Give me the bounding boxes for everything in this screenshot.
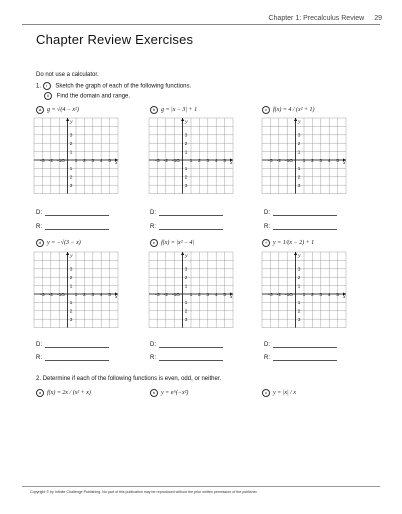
x-tick-label: 4 (214, 292, 218, 299)
range-label: R: (150, 355, 156, 361)
y-tick-label: 2 (69, 274, 73, 281)
y-tick-label: 1 (184, 166, 188, 173)
x-tick-label: 2 (311, 158, 314, 165)
y-tick-label: 2 (69, 140, 73, 147)
range-answer (264, 354, 337, 361)
part-marker: ii (44, 92, 52, 100)
x-tick-label: 2 (311, 292, 314, 299)
answer-line[interactable] (273, 223, 337, 230)
item-marker: b (150, 106, 158, 114)
graph-grid[interactable] (260, 250, 348, 330)
part-marker: i (43, 82, 51, 90)
x-tick-label: O (61, 158, 66, 165)
x-tick-label: 2 (83, 292, 86, 299)
y-axis-label: y (185, 252, 188, 259)
x-axis-label: x (229, 293, 233, 300)
y-tick-label: 1 (297, 166, 301, 173)
graph-grid[interactable] (32, 250, 120, 330)
exercise-1e (150, 239, 194, 247)
x-tick-label: 4 (99, 158, 103, 165)
y-tick-label: 2 (297, 308, 301, 315)
y-tick-label: 3 (297, 132, 301, 139)
y-axis-arrow-icon (294, 118, 297, 121)
x-tick-label: 3 (319, 292, 323, 299)
x-tick-label: 5 (336, 292, 339, 299)
domain-answer (264, 209, 337, 216)
x-axis-label: x (114, 293, 118, 300)
exercise-1a (36, 106, 79, 114)
function-expression: g = √(4 − x²) (47, 107, 79, 113)
y-tick-label: 1 (69, 283, 73, 290)
exercise-2a (36, 389, 91, 397)
answer-line[interactable] (159, 209, 223, 216)
x-tick-label: 4 (214, 158, 218, 165)
y-tick-label: 2 (184, 274, 188, 281)
x-tick-label: -2 (276, 158, 282, 165)
x-axis-label: x (114, 159, 118, 166)
range-label: R: (264, 355, 270, 361)
x-tick-label: 4 (99, 292, 103, 299)
y-tick-label: 2 (297, 140, 301, 147)
y-tick-label: 2 (184, 308, 188, 315)
y-axis-arrow-icon (66, 252, 69, 255)
answer-line[interactable] (273, 341, 337, 348)
graph-grid[interactable] (147, 250, 235, 330)
range-label: R: (264, 224, 270, 230)
question-1-part-i: Sketch the graph of each of the following functions. (55, 83, 192, 90)
x-tick-label: 5 (108, 158, 111, 165)
answer-line[interactable] (45, 341, 109, 348)
exercise-1c (262, 106, 315, 114)
x-tick-label: 3 (91, 158, 95, 165)
header-rule (22, 24, 380, 25)
question-2 (36, 376, 221, 382)
x-tick-label: 2 (83, 158, 86, 165)
range-answer (36, 223, 109, 230)
x-tick-label: -2 (48, 292, 54, 299)
range-label: R: (36, 355, 42, 361)
footer-rule (22, 486, 380, 487)
x-tick-label: O (176, 158, 181, 165)
x-tick-label: -1 (284, 292, 290, 299)
x-tick-label: 3 (91, 292, 95, 299)
y-tick-label: 1 (184, 300, 188, 307)
x-tick-label: 3 (206, 292, 210, 299)
x-tick-label: 3 (319, 158, 323, 165)
x-tick-label: -3 (268, 292, 273, 299)
x-tick-label: -1 (171, 158, 177, 165)
function-expression: y = e^(−x²) (161, 390, 189, 396)
x-tick-label: 3 (206, 158, 210, 165)
x-tick-label: -2 (163, 158, 169, 165)
item-marker: c (262, 389, 270, 397)
answer-line[interactable] (273, 209, 337, 216)
y-tick-label: 3 (69, 266, 73, 273)
running-header (268, 15, 382, 22)
item-marker: a (36, 389, 44, 397)
domain-answer (150, 209, 223, 216)
item-marker: b (150, 389, 158, 397)
function-expression: y = |x| / x (273, 390, 297, 396)
domain-label: D: (36, 210, 42, 216)
graph-grid[interactable] (32, 116, 120, 196)
y-tick-label: 1 (297, 149, 301, 156)
y-tick-label: 1 (69, 300, 73, 307)
y-tick-label: 1 (184, 283, 188, 290)
graph-grid[interactable] (260, 116, 348, 196)
question-number: 2. (36, 376, 42, 382)
x-tick-label: -1 (56, 158, 62, 165)
range-answer (36, 354, 109, 361)
y-tick-label: 3 (297, 182, 301, 189)
function-expression: y = 1/(x − 2) + 1 (273, 240, 315, 246)
function-expression: f(x) = 2x / (x² + x) (47, 390, 91, 396)
y-tick-label: 2 (297, 174, 301, 181)
x-tick-label: 1 (74, 158, 78, 165)
x-tick-label: -3 (40, 158, 45, 165)
x-tick-label: -3 (268, 158, 273, 165)
answer-line[interactable] (159, 341, 223, 348)
item-marker: c (262, 106, 270, 114)
x-tick-label: 1 (302, 158, 306, 165)
range-answer (264, 223, 337, 230)
y-axis-arrow-icon (294, 252, 297, 255)
x-tick-label: 4 (327, 158, 331, 165)
x-axis-label: x (342, 159, 346, 166)
y-tick-label: 3 (184, 132, 188, 139)
domain-answer (36, 341, 109, 348)
domain-answer (36, 209, 109, 216)
y-axis-arrow-icon (181, 118, 184, 121)
item-marker: d (36, 239, 44, 247)
x-tick-label: 5 (336, 158, 339, 165)
x-tick-label: O (289, 292, 294, 299)
function-expression: f(x) = |x² − 4| (161, 240, 195, 246)
instruction-text: Do not use a calculator. (36, 72, 99, 78)
range-answer (150, 223, 223, 230)
x-tick-label: 1 (189, 292, 193, 299)
domain-label: D: (36, 342, 42, 348)
y-tick-label: 3 (184, 182, 188, 189)
answer-line[interactable] (273, 354, 337, 361)
exercise-2c (262, 389, 296, 397)
graph-grid[interactable] (147, 116, 235, 196)
question-1-line-1 (36, 82, 191, 90)
chapter-title: Chapter 1: Precalculus Review (268, 15, 365, 22)
x-tick-label: -1 (171, 292, 177, 299)
y-axis-label: y (298, 118, 301, 125)
exercise-1f (262, 239, 314, 247)
answer-line[interactable] (45, 209, 109, 216)
answer-line[interactable] (45, 354, 109, 361)
y-axis-arrow-icon (66, 118, 69, 121)
y-tick-label: 1 (69, 149, 73, 156)
question-2-text: Determine if each of the following functions is even, odd, or neither. (42, 376, 222, 382)
y-tick-label: 3 (184, 266, 188, 273)
page-number: 29 (374, 15, 382, 22)
x-tick-label: 2 (198, 292, 201, 299)
x-tick-label: -3 (155, 158, 160, 165)
answer-line[interactable] (45, 223, 109, 230)
y-tick-label: 2 (184, 174, 188, 181)
copyright-footer: Copyright © by Infinite Challenge Publishing. No part of this publication may be reproduced without the prior written permission of the publisher. (30, 490, 258, 494)
function-expression: g = |x − 3| + 1 (161, 107, 198, 113)
y-tick-label: 3 (69, 132, 73, 139)
page-title: Chapter Review Exercises (36, 32, 194, 47)
y-axis-label: y (70, 118, 73, 125)
x-tick-label: 1 (74, 292, 78, 299)
answer-line[interactable] (159, 354, 223, 361)
y-tick-label: 2 (297, 274, 301, 281)
y-tick-label: 3 (297, 316, 301, 323)
y-tick-label: 3 (69, 316, 73, 323)
x-axis-label: x (342, 293, 346, 300)
y-tick-label: 3 (297, 266, 301, 273)
x-tick-label: -2 (276, 292, 282, 299)
y-tick-label: 2 (69, 308, 73, 315)
question-1-part-ii: Find the domain and range. (56, 93, 131, 100)
domain-answer (150, 341, 223, 348)
y-tick-label: 1 (297, 300, 301, 307)
question-1-line-2 (44, 92, 130, 100)
x-tick-label: 4 (327, 292, 331, 299)
function-expression: y = −√(3 − x) (47, 240, 81, 246)
y-tick-label: 3 (69, 182, 73, 189)
x-tick-label: 1 (302, 292, 306, 299)
x-tick-label: -3 (40, 292, 45, 299)
function-expression: f(x) = 4 / (x² + 1) (273, 107, 315, 113)
domain-answer (264, 341, 337, 348)
y-axis-arrow-icon (181, 252, 184, 255)
x-axis-label: x (229, 159, 233, 166)
range-label: R: (36, 224, 42, 230)
x-tick-label: -1 (284, 158, 290, 165)
x-tick-label: 5 (223, 158, 226, 165)
item-marker: e (150, 239, 158, 247)
x-tick-label: O (176, 292, 181, 299)
x-tick-label: -2 (48, 158, 54, 165)
x-tick-label: O (61, 292, 66, 299)
y-tick-label: 1 (69, 166, 73, 173)
y-axis-label: y (298, 252, 301, 259)
range-answer (150, 354, 223, 361)
domain-label: D: (264, 342, 270, 348)
exercise-1d (36, 239, 81, 247)
domain-label: D: (150, 210, 156, 216)
y-tick-label: 3 (184, 316, 188, 323)
domain-label: D: (150, 342, 156, 348)
exercise-1b (150, 106, 197, 114)
x-tick-label: 2 (198, 158, 201, 165)
y-tick-label: 1 (184, 149, 188, 156)
x-tick-label: O (289, 158, 294, 165)
x-tick-label: 5 (223, 292, 226, 299)
question-number: 1. (36, 83, 42, 90)
item-marker: f (262, 239, 270, 247)
exercise-2b (150, 389, 188, 397)
x-tick-label: 1 (189, 158, 193, 165)
x-tick-label: 5 (108, 292, 111, 299)
x-tick-label: -1 (56, 292, 62, 299)
x-tick-label: -2 (163, 292, 169, 299)
answer-line[interactable] (159, 223, 223, 230)
y-tick-label: 1 (297, 283, 301, 290)
y-axis-label: y (185, 118, 188, 125)
range-label: R: (150, 224, 156, 230)
y-tick-label: 2 (184, 140, 188, 147)
y-tick-label: 2 (69, 174, 73, 181)
x-tick-label: -3 (155, 292, 160, 299)
domain-label: D: (264, 210, 270, 216)
y-axis-label: y (70, 252, 73, 259)
item-marker: a (36, 106, 44, 114)
